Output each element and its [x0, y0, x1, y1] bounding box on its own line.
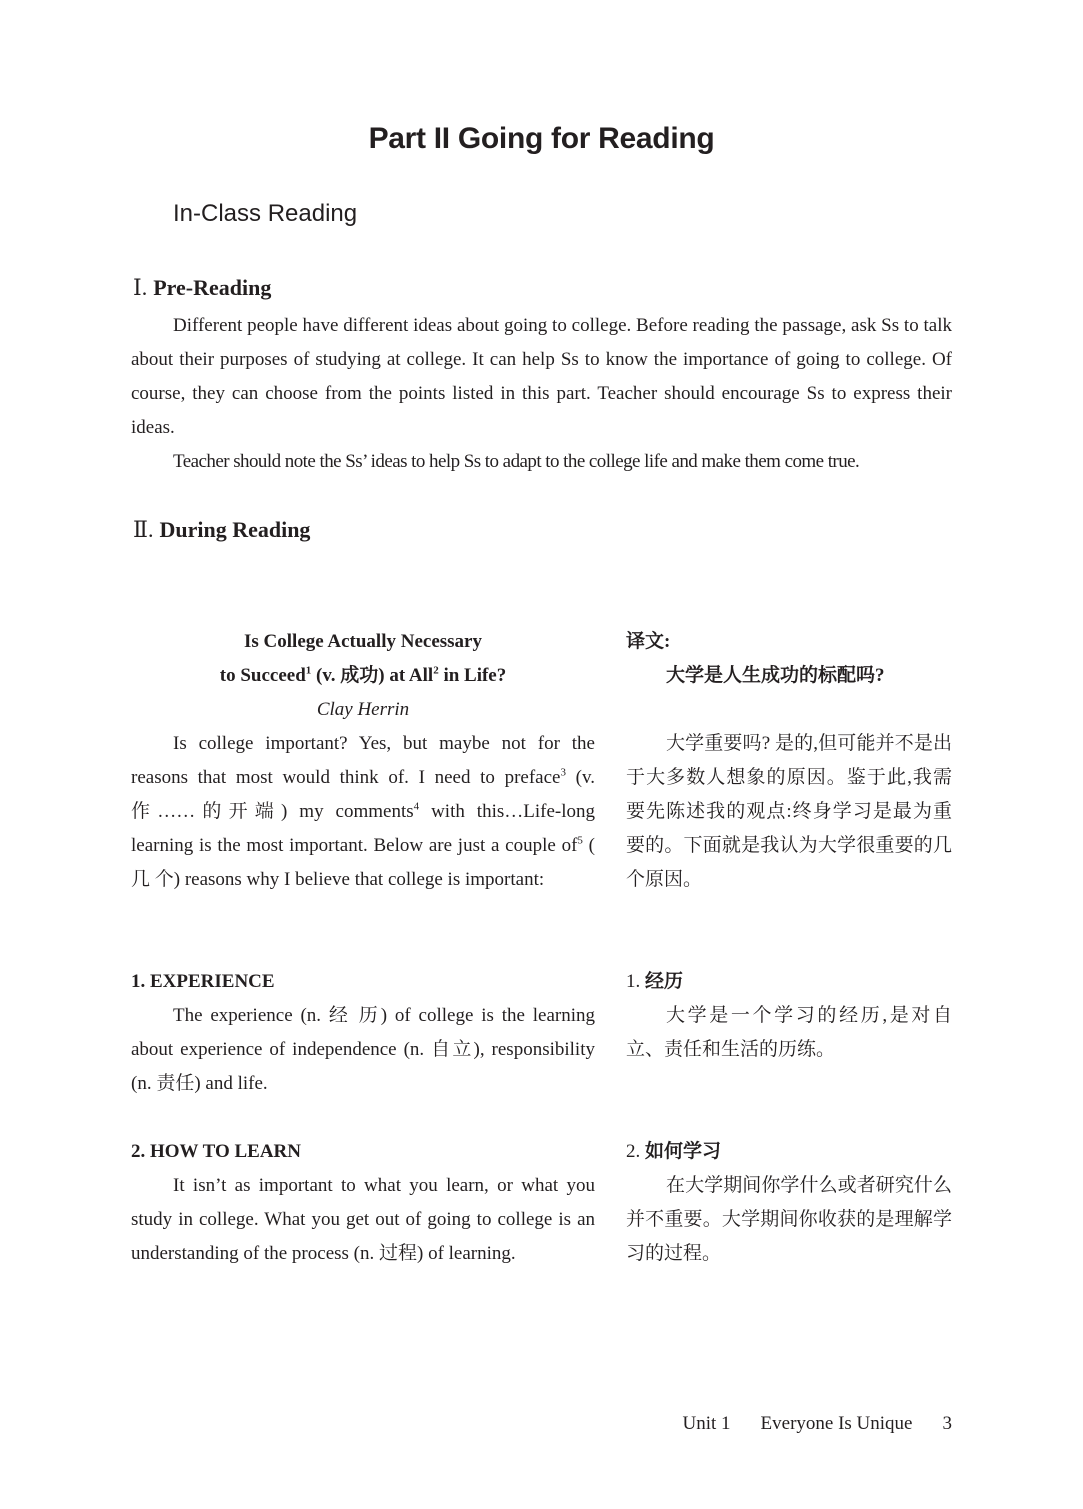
pre-reading-paragraph-2: Teacher should note the Ss’ ideas to help Ss to adapt to the college life and make them come true. — [173, 451, 860, 472]
passage-title-line-2 — [131, 659, 595, 693]
title-text: to Succeed — [219, 665, 306, 686]
translation-title: 大学是人生成功的标配吗? — [666, 665, 885, 686]
item-number: 2. — [626, 1141, 641, 1162]
item-heading: 2. HOW TO LEARN — [131, 1141, 301, 1162]
intro-text: Is college important? Yes, but maybe not for the reasons that most would think of. I need to preface — [131, 733, 595, 788]
item-heading — [626, 1135, 952, 1169]
title-text: (v. 成功) at All — [311, 665, 434, 686]
pre-reading-text — [131, 309, 952, 479]
section-title: Pre-Reading — [153, 275, 272, 300]
pre-reading-heading — [133, 275, 271, 301]
item-title: 如何学习 — [645, 1141, 722, 1162]
intro-text: ( 几 个) reasons why I believe that college is important: — [131, 835, 596, 890]
footnote-marker: 5 — [577, 834, 583, 847]
passage-item-2 — [131, 1135, 595, 1271]
translation-chinese — [626, 625, 952, 693]
footnote-marker: 3 — [560, 766, 566, 779]
title-text: in Life? — [438, 665, 507, 686]
unit-title: Everyone Is Unique — [760, 1413, 913, 1434]
page-footer — [683, 1413, 953, 1435]
passage-title-line-1: Is College Actually Necessary — [244, 631, 482, 652]
translation-intro: 大学重要吗? 是的,但可能并不是出于大多数人想象的原因。鉴于此,我需要先陈述我的观点:终身学习是最为重要的。下面就是我认为大学很重要的几个原因。 — [626, 733, 952, 890]
passage-english — [131, 625, 595, 897]
translation-label: 译文: — [626, 631, 671, 652]
translation-intro-block — [626, 727, 952, 897]
section-number: Ⅱ. — [133, 517, 154, 542]
unit-number: Unit 1 — [682, 1413, 731, 1434]
during-reading-heading — [133, 517, 310, 543]
footnote-marker: 4 — [413, 800, 420, 813]
passage-intro — [131, 727, 595, 897]
intro-text: (v. 作……的开端) my comments — [131, 767, 596, 822]
passage-author: Clay Herrin — [316, 699, 410, 720]
section-title: During Reading — [159, 517, 311, 542]
footnote-marker: 2 — [433, 664, 439, 677]
item-body: 大学是一个学习的经历,是对自立、责任和生活的历练。 — [626, 1005, 952, 1060]
page-title: Part II Going for Reading — [368, 122, 715, 155]
intro-text: with this…Life-long learning is the most important. Below are just a couple of — [131, 801, 596, 856]
section-number: Ⅰ. — [133, 275, 148, 300]
item-title: 经历 — [645, 971, 684, 992]
footnote-marker: 1 — [305, 664, 312, 677]
in-class-reading-heading: In-Class Reading — [173, 200, 358, 227]
pre-reading-paragraph-1: Different people have different ideas about going to college. Before reading the passage, ask Ss to talk about their purposes of studying at college. It can help Ss to know the importance of going to college. Of course, they can choose from the points listed in this part. Teacher should encourage Ss to express their ideas. — [131, 315, 952, 438]
page-number: 3 — [942, 1413, 952, 1434]
item-heading: 1. EXPERIENCE — [131, 971, 275, 992]
translation-item-1 — [626, 965, 952, 1067]
item-body: The experience (n. 经 历) of college is the learning about experience of independence (n. 自立), responsibility (n. 责任) and life. — [131, 1005, 595, 1094]
translation-item-2 — [626, 1135, 952, 1271]
item-heading — [626, 965, 952, 999]
passage-item-1 — [131, 965, 595, 1101]
item-body: It isn’t as important to what you learn, or what you study in college. What you get out of going to college is an understanding of the process (n. 过程) of learning. — [131, 1175, 595, 1264]
item-number: 1. — [626, 971, 641, 992]
item-body: 在大学期间你学什么或者研究什么并不重要。大学期间你收获的是理解学习的过程。 — [626, 1175, 952, 1264]
